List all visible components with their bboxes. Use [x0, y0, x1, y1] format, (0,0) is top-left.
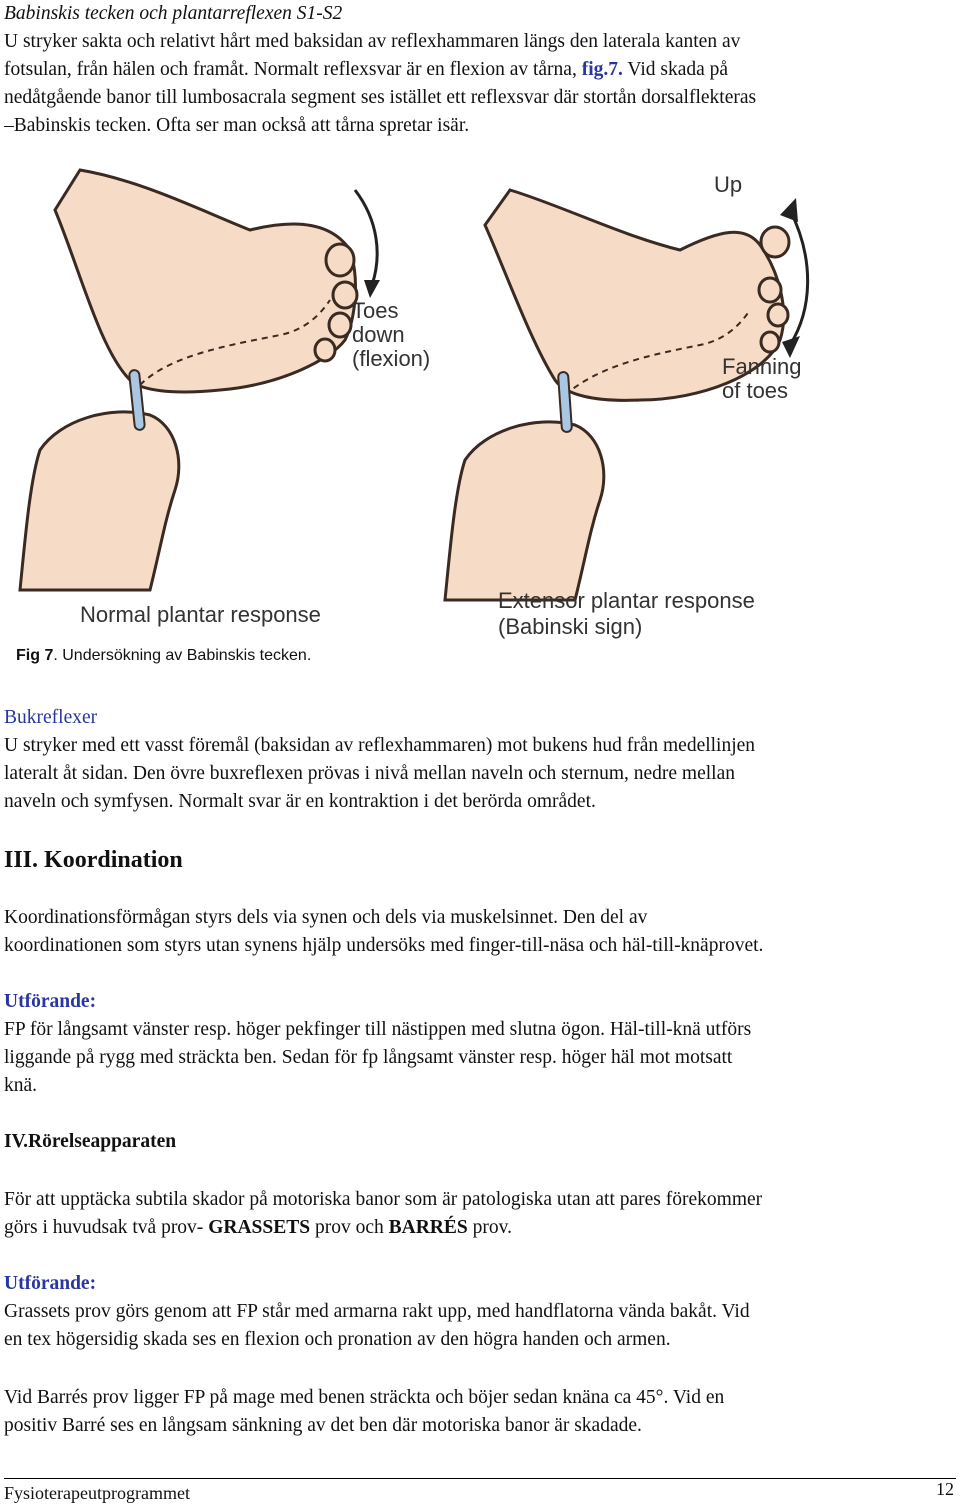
caption-babinski-sign: (Babinski sign) — [498, 614, 643, 639]
koordination-u-line-1: FP för långsamt vänster resp. höger pekfinger till nästippen med slutna ögon. Häl-till-knä utförs — [4, 1019, 752, 1040]
babinski-sign-hand — [445, 372, 604, 600]
bukreflexer-line-1: U stryker med ett vasst föremål (baksidan av reflexhammaren) mot bukens hud från medellinjen — [4, 735, 756, 756]
babinski-line-2-text: fotsulan, från hälen och framåt. Normalt reflexsvar är en flexion av tårna, — [4, 59, 582, 80]
rorelse-u-line-2: en tex högersidig skada ses en flexion och pronation av den högra handen och armen. — [4, 1329, 671, 1350]
footer-program: Fysioterapeutprogrammet — [4, 1483, 190, 1503]
caption-extensor-plantar: Extensor plantar response — [498, 588, 755, 613]
bukreflexer-line-3: naveln och symfysen. Normalt svar är en kontraktion i det berörda området. — [4, 791, 596, 812]
figure-caption-number: Fig 7 — [16, 647, 54, 664]
normal-response-hand — [20, 370, 179, 590]
koordination-heading: III. Koordination — [4, 847, 183, 873]
rorelse-line-2 — [4, 1214, 512, 1243]
grassets-term: GRASSETS — [208, 1217, 311, 1238]
barres-term: BARRÉS — [388, 1217, 468, 1238]
label-down: down — [352, 322, 405, 347]
rorelse-line-1: För att upptäcka subtila skador på motoriska banor som är patologiska utan att pares förekommer — [4, 1189, 763, 1210]
normal-response-foot — [55, 170, 357, 392]
bukreflexer-heading: Bukreflexer — [4, 707, 98, 728]
figure-caption-text: . Undersökning av Babinskis tecken. — [53, 647, 312, 664]
koordination-utforande: Utförande: — [4, 991, 97, 1012]
rorelse-heading: IV.Rörelseapparaten — [4, 1131, 177, 1152]
babinski-heading: Babinskis tecken och plantarreflexen S1-S2 — [4, 3, 343, 24]
koordination-line-1: Koordinationsförmågan styrs dels via synen och dels via muskelsinnet. Den del av — [4, 907, 648, 928]
bukreflexer-line-2: lateralt åt sidan. Den övre buxreflexen prövas i nivå mellan naveln och sternum, nedre mellan — [4, 763, 735, 784]
babinski-line-2 — [4, 56, 728, 85]
rorelse-p-line-1: Vid Barrés prov ligger FP på mage med benen sträckta och böjer sedan knäna ca 45°. Vid en — [4, 1387, 725, 1408]
label-fanning: Fanning — [722, 354, 802, 379]
rorelse-p-line-2: positiv Barré ses en långsam sänkning av det ben där motoriska banor är skadade. — [4, 1415, 642, 1436]
caption-normal-plantar: Normal plantar response — [80, 602, 321, 627]
babinski-figure — [0, 150, 960, 650]
babinski-line-3: nedåtgående banor till lumbosacrala segment ses istället ett reflexsvar där stortån dorsalflekteras — [4, 87, 757, 108]
label-flexion: (flexion) — [352, 346, 431, 371]
fig-7-reference: fig.7. — [581, 59, 623, 80]
footer-page-number: 12 — [936, 1479, 954, 1499]
koordination-line-2: koordinationen som styrs utan synens hjälp undersöks med finger-till-näsa och häl-till-knäprovet. — [4, 935, 764, 956]
arrow-fanning-icon — [780, 198, 808, 358]
figure-caption — [16, 644, 311, 668]
babinski-line-2-end: Vid skada på — [622, 59, 729, 80]
rorelse-line-2-end: prov. — [467, 1217, 512, 1238]
koordination-u-line-3: knä. — [4, 1075, 38, 1096]
rorelse-u-line-1: Grassets prov görs genom att FP står med armarna rakt upp, med handflatorna vända bakåt. Vid — [4, 1301, 750, 1322]
koordination-u-line-2: liggande på rygg med sträckta ben. Sedan för fp långsamt vänster resp. höger häl mot motsatt — [4, 1047, 733, 1068]
babinski-line-4: –Babinskis tecken. Ofta ser man också att tårna spretar isär. — [4, 115, 470, 136]
label-toes: Toes — [352, 298, 399, 323]
babinski-illustration — [0, 150, 960, 650]
label-of-toes: of toes — [722, 378, 789, 403]
label-up: Up — [714, 172, 743, 197]
arrow-down-icon — [355, 190, 380, 298]
footer-divider — [4, 1478, 956, 1479]
rorelse-utforande: Utförande: — [4, 1273, 97, 1294]
rorelse-line-2-text: görs i huvudsak två prov- — [4, 1217, 209, 1238]
rorelse-line-2-mid: prov och — [310, 1217, 389, 1238]
babinski-line-1: U stryker sakta och relativt hårt med baksidan av reflexhammaren längs den laterala kanten av — [4, 31, 741, 52]
